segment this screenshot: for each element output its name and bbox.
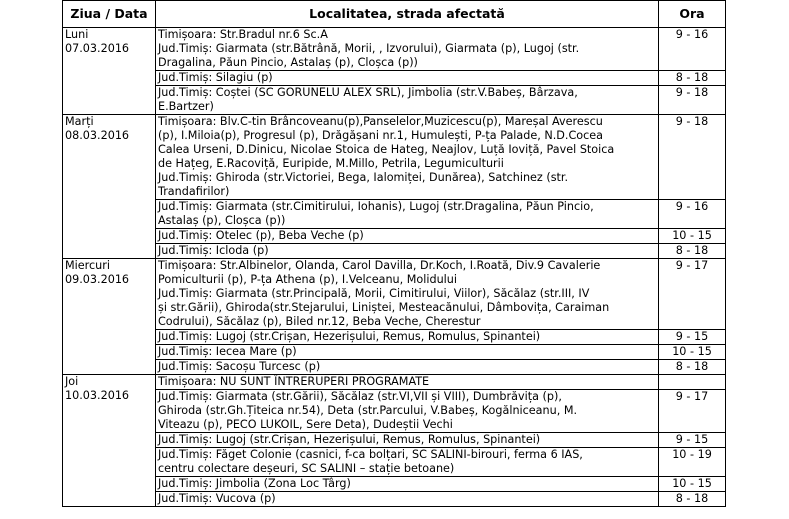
location-text: Viteazu (p), PECO LUKOIL, Sere Deta), Dudeștii Vechi [158, 418, 453, 431]
location-text: Jud.Timiș: Sacoșu Turcesc (p) [158, 360, 321, 373]
location-cell [156, 492, 659, 507]
location-text: Timișoara: Str.Albinelor, Olanda, Carol Davilla, Dr.Koch, I.Roată, Div.9 Cavalerie [158, 259, 601, 272]
location-text: Jud.Timiș: Giarmata (str.Bătrână, Morii, , Izvorului), Giarmata (p), Lugoj (str. [158, 42, 580, 55]
hours-cell: 8 - 18 [659, 360, 726, 375]
outage-schedule-table [62, 0, 726, 507]
day-cell [63, 259, 156, 375]
hours-cell [659, 375, 726, 390]
table-row [63, 86, 726, 115]
location-cell [156, 448, 659, 477]
hours-cell: 8 - 18 [659, 244, 726, 259]
location-text: Jud.Timiș: Iecea Mare (p) [158, 345, 297, 358]
location-text: Jud.Timiș: Giarmata (str.Gării), Săcălaz (str.VI,VII și VIII), Dumbrăvița (p), [158, 390, 562, 403]
day-date: 08.03.2016 [65, 129, 130, 142]
location-cell [156, 71, 659, 86]
location-text: Jud.Timiș: Giarmata (str.Cimitirului, Iohanis), Lugoj (str.Dragalina, Păun Pincio, [158, 200, 594, 213]
location-text: Jud.Timiș: Jimbolia (Zona Loc Târg) [158, 477, 351, 490]
location-cell [156, 390, 659, 433]
table-row [63, 28, 726, 71]
location-text: Dragalina, Păun Pincio, Astalaș (p), Cloșca (p)) [158, 56, 418, 69]
location-cell [156, 345, 659, 360]
day-cell [63, 28, 156, 115]
day-name: Miercuri [65, 259, 110, 272]
location-text: E.Bartzer) [158, 100, 214, 113]
table-row [63, 229, 726, 244]
header-date: Ziua / Data [63, 1, 156, 28]
table-row [63, 71, 726, 86]
header-hours: Ora [659, 1, 726, 28]
day-date: 10.03.2016 [65, 389, 130, 402]
table-row [63, 390, 726, 433]
location-text: Jud.Timiș: Otelec (p), Beba Veche (p) [158, 229, 364, 242]
location-cell [156, 86, 659, 115]
location-cell [156, 433, 659, 448]
location-text: Jud.Timiș: Vucova (p) [158, 492, 276, 505]
hours-cell: 9 - 16 [659, 28, 726, 71]
day-name: Marți [65, 115, 94, 128]
hours-cell: 10 - 15 [659, 229, 726, 244]
hours-cell: 9 - 17 [659, 390, 726, 433]
hours-cell: 9 - 18 [659, 115, 726, 200]
location-cell [156, 229, 659, 244]
day-cell [63, 375, 156, 507]
table-row [63, 433, 726, 448]
table-row [63, 345, 726, 360]
location-text: Jud.Timiș: Silagiu (p) [158, 71, 273, 84]
location-text: Jud.Timiș: Ghiroda (str.Victoriei, Bega, Ialomiței, Dunărea), Satchinez (str. [158, 171, 569, 184]
hours-cell: 9 - 18 [659, 86, 726, 115]
location-cell [156, 115, 659, 200]
location-text: Timișoara: NU SUNT ÎNTRERUPERI PROGRAMATE [158, 375, 430, 388]
header-row [63, 1, 726, 28]
location-cell [156, 28, 659, 71]
location-text: Jud.Timiș: Lugoj (str.Crișan, Hezerișului, Remus, Romulus, Spinantei) [158, 433, 541, 446]
location-text: (p), I.Miloia(p), Progresul (p), Drăgășani nr.1, Humulești, P-ța Palade, N.D.Cocea [158, 129, 604, 142]
location-text: Jud.Timiș: Icloda (p) [158, 244, 269, 257]
location-text: Jud.Timiș: Făget Colonie (casnici, f-ca bolțari, SC SALINI-birouri, ferma 6 IAS, [158, 448, 583, 461]
header-location: Localitatea, strada afectată [156, 1, 659, 28]
day-name: Joi [65, 375, 79, 388]
location-text: Calea Urseni, D.Dinicu, Nicolae Stoica de Hateg, Neajlov, Luță Ioviță, Pavel Stoica [158, 143, 615, 156]
hours-cell: 10 - 15 [659, 477, 726, 492]
schedule-body [63, 28, 726, 507]
table-row [63, 448, 726, 477]
hours-cell: 9 - 15 [659, 433, 726, 448]
location-text: Ghiroda (str.Gh.Țiteica nr.54), Deta (str.Parcului, V.Babeș, Kogălniceanu, M. [158, 404, 578, 417]
hours-cell: 10 - 19 [659, 448, 726, 477]
location-cell [156, 200, 659, 229]
location-text: Timișoara: Str.Bradul nr.6 Sc.A [158, 28, 328, 41]
location-cell [156, 477, 659, 492]
table-row [63, 492, 726, 507]
hours-cell: 9 - 17 [659, 259, 726, 330]
table-row [63, 244, 726, 259]
location-text: Jud.Timiș: Lugoj (str.Crișan, Hezerișului, Remus, Romulus, Spinantei) [158, 330, 541, 343]
table-row [63, 375, 726, 390]
location-cell [156, 375, 659, 390]
hours-cell: 9 - 15 [659, 330, 726, 345]
hours-cell: 9 - 16 [659, 200, 726, 229]
location-cell [156, 244, 659, 259]
location-text: Timișoara: Blv.C-tin Brâncoveanu(p),Panselelor,Muzicescu(p), Mareșal Averescu [158, 115, 603, 128]
day-name: Luni [65, 28, 89, 41]
location-text: Trandafirilor) [158, 185, 230, 198]
location-text: de Hațeg, E.Racoviță, Euripide, M.Millo, Petrila, Legumiculturii [158, 157, 504, 170]
day-date: 07.03.2016 [65, 42, 130, 55]
table-row [63, 200, 726, 229]
location-text: și str.Gării), Ghiroda(str.Stejarului, Liniștei, Mesteacănului, Dâmbovița, Caraiman [158, 301, 610, 314]
day-date: 09.03.2016 [65, 273, 130, 286]
location-cell [156, 360, 659, 375]
location-cell [156, 330, 659, 345]
table-row [63, 477, 726, 492]
location-text: centru colectare deșeuri, SC SALINI – stație betoane) [158, 462, 455, 475]
location-cell [156, 259, 659, 330]
hours-cell: 8 - 18 [659, 71, 726, 86]
location-text: Pomiculturii (p), P-ța Athena (p), I.Velceanu, Molidului [158, 273, 457, 286]
table-row [63, 259, 726, 330]
location-text: Codrului), Săcălaz (p), Biled nr.12, Beba Veche, Cherestur [158, 315, 481, 328]
day-cell [63, 115, 156, 259]
location-text: Astalaș (p), Cloșca (p)) [158, 214, 286, 227]
location-text: Jud.Timiș: Giarmata (str.Principală, Morii, Cimitirului, Viilor), Săcălaz (str.III, IV [158, 287, 590, 300]
table-row [63, 330, 726, 345]
hours-cell: 10 - 15 [659, 345, 726, 360]
hours-cell: 8 - 18 [659, 492, 726, 507]
table-row [63, 360, 726, 375]
table-row [63, 115, 726, 200]
location-text: Jud.Timiș: Coștei (SC GORUNELU ALEX SRL), Jimbolia (str.V.Babeș, Bârzava, [158, 86, 578, 99]
